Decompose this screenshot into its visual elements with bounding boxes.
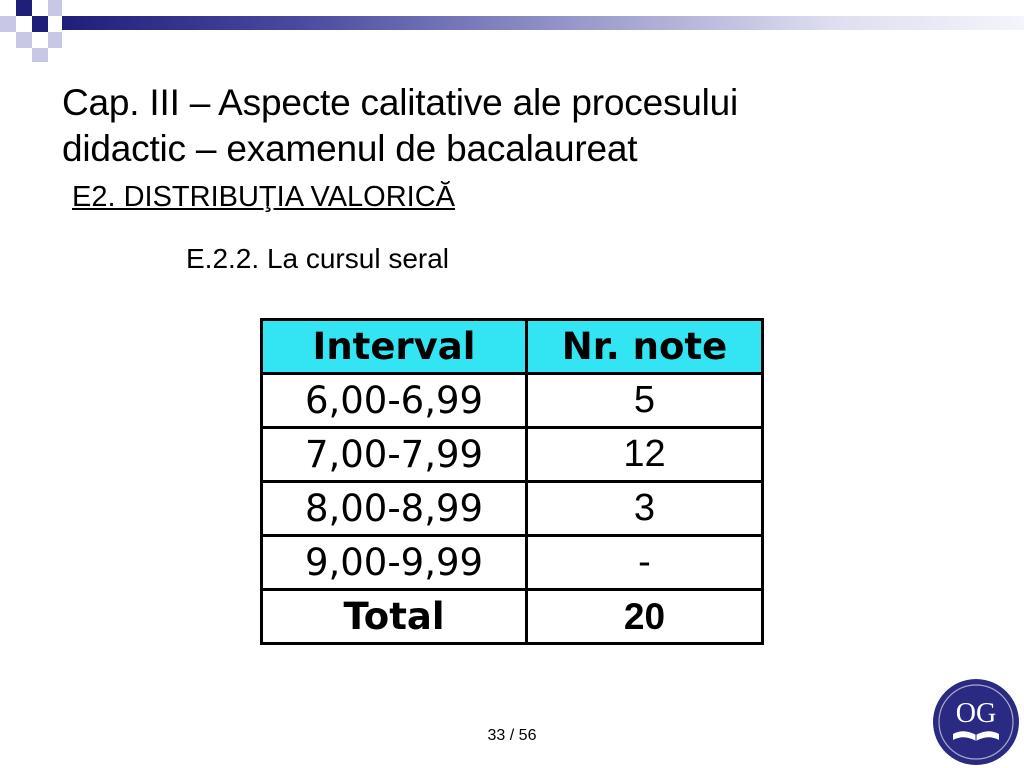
table-header-row: [262, 320, 763, 374]
slide-title: [62, 80, 738, 172]
count-cell: 12: [527, 428, 763, 482]
table-row: [262, 482, 763, 536]
logo-text: OG: [955, 698, 997, 729]
count-cell: -: [527, 536, 763, 590]
total-label-cell: Total: [262, 590, 527, 644]
decor-square: [16, 32, 32, 48]
column-header-count: Nr. note: [527, 320, 763, 374]
table-row: [262, 374, 763, 428]
interval-cell: 9,00-9,99: [262, 536, 527, 590]
decor-square: [32, 16, 48, 32]
total-count-cell: 20: [527, 590, 763, 644]
table-row: [262, 536, 763, 590]
og-logo-icon: [931, 678, 1021, 766]
slide-title-line1: Cap. III – Aspecte calitative ale procesului: [62, 82, 739, 123]
decor-square: [32, 48, 48, 62]
decor-square: [48, 0, 62, 16]
subsection-heading: E.2.2. La cursul seral: [186, 243, 450, 274]
grade-distribution-table: [260, 318, 764, 645]
header-gradient-bar: [62, 16, 1024, 30]
column-header-interval: Interval: [262, 320, 527, 374]
table-row: [262, 428, 763, 482]
decor-square: [48, 32, 62, 48]
slide-title-line2: didactic – examenul de bacalaureat: [62, 128, 638, 169]
interval-cell: 8,00-8,99: [262, 482, 527, 536]
decor-square: [16, 0, 32, 16]
count-cell: 5: [527, 374, 763, 428]
count-cell: 3: [527, 482, 763, 536]
section-heading: E2. DISTRIBUŢIA VALORICĂ: [72, 181, 456, 213]
page-number: 33 / 56: [487, 727, 537, 744]
interval-cell: 7,00-7,99: [262, 428, 527, 482]
table-total-row: [262, 590, 763, 644]
interval-cell: 6,00-6,99: [262, 374, 527, 428]
decor-square: [0, 16, 16, 32]
